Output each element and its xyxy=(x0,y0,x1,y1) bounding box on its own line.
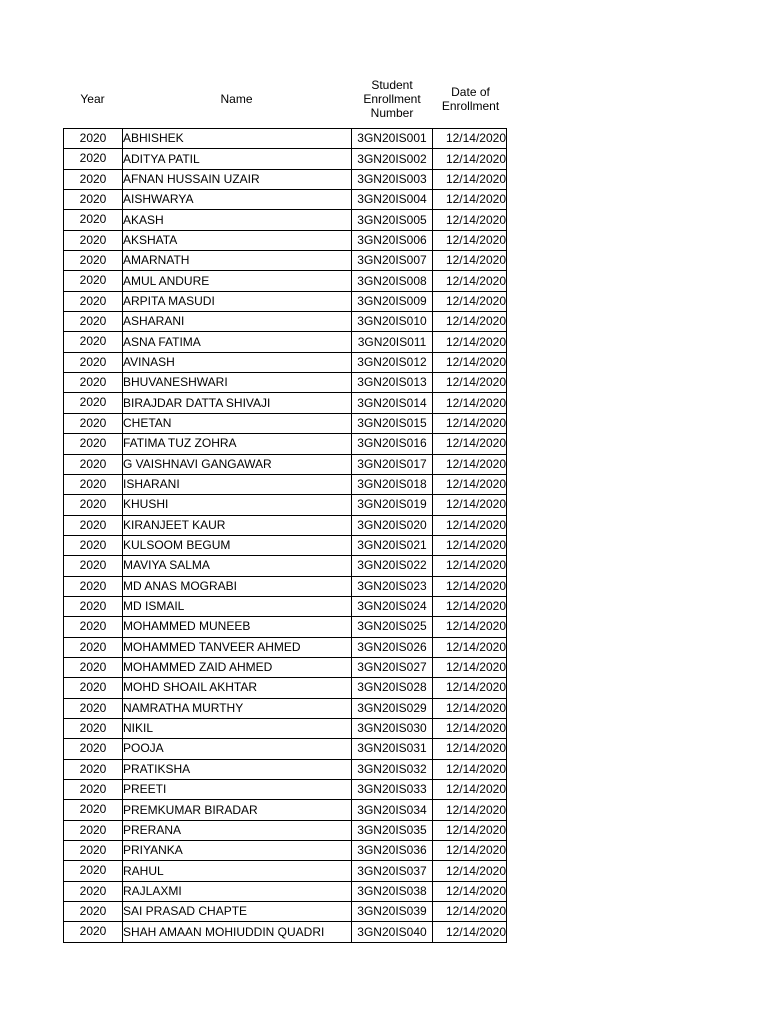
cell-year: 2020 xyxy=(64,230,123,250)
cell-date-of-enrollment: 12/14/2020 xyxy=(433,413,507,433)
cell-year: 2020 xyxy=(64,739,123,759)
cell-date-of-enrollment: 12/14/2020 xyxy=(433,800,507,820)
cell-name: MOHAMMED ZAID AHMED xyxy=(123,657,352,677)
table-row xyxy=(64,576,507,596)
cell-date-of-enrollment: 12/14/2020 xyxy=(433,230,507,250)
cell-name: ISHARANI xyxy=(123,474,352,494)
cell-enrollment-number: 3GN20IS006 xyxy=(352,230,433,250)
cell-name: MAVIYA SALMA xyxy=(123,556,352,576)
cell-name: BIRAJDAR DATTA SHIVAJI xyxy=(123,393,352,413)
cell-enrollment-number: 3GN20IS032 xyxy=(352,759,433,779)
table-row xyxy=(64,474,507,494)
cell-year: 2020 xyxy=(64,434,123,454)
cell-name: PREMKUMAR BIRADAR xyxy=(123,800,352,820)
cell-year: 2020 xyxy=(64,718,123,738)
table-row xyxy=(64,230,507,250)
cell-enrollment-number: 3GN20IS036 xyxy=(352,841,433,861)
cell-name: CHETAN xyxy=(123,413,352,433)
cell-year: 2020 xyxy=(64,678,123,698)
header-date-of-enrollment: Date of Enrollment xyxy=(441,85,500,113)
cell-name: SAI PRASAD CHAPTE xyxy=(123,902,352,922)
table-row xyxy=(64,169,507,189)
table-row xyxy=(64,780,507,800)
cell-date-of-enrollment: 12/14/2020 xyxy=(433,556,507,576)
cell-date-of-enrollment: 12/14/2020 xyxy=(433,515,507,535)
table-row xyxy=(64,902,507,922)
table-row xyxy=(64,515,507,535)
cell-date-of-enrollment: 12/14/2020 xyxy=(433,454,507,474)
cell-enrollment-number: 3GN20IS011 xyxy=(352,332,433,352)
cell-date-of-enrollment: 12/14/2020 xyxy=(433,780,507,800)
cell-name: AKSHATA xyxy=(123,230,352,250)
cell-name: AISHWARYA xyxy=(123,190,352,210)
table-row xyxy=(64,596,507,616)
cell-date-of-enrollment: 12/14/2020 xyxy=(433,169,507,189)
cell-year: 2020 xyxy=(64,393,123,413)
cell-year: 2020 xyxy=(64,800,123,820)
table-row xyxy=(64,698,507,718)
cell-name: KHUSHI xyxy=(123,495,352,515)
header-enrollment-number: Student Enrollment Number xyxy=(363,78,421,120)
cell-name: PREETI xyxy=(123,780,352,800)
cell-year: 2020 xyxy=(64,881,123,901)
cell-year: 2020 xyxy=(64,596,123,616)
table-row xyxy=(64,922,507,942)
cell-enrollment-number: 3GN20IS034 xyxy=(352,800,433,820)
cell-enrollment-number: 3GN20IS017 xyxy=(352,454,433,474)
cell-date-of-enrollment: 12/14/2020 xyxy=(433,820,507,840)
cell-year: 2020 xyxy=(64,312,123,332)
cell-enrollment-number: 3GN20IS028 xyxy=(352,678,433,698)
cell-date-of-enrollment: 12/14/2020 xyxy=(433,881,507,901)
table-row xyxy=(64,861,507,881)
cell-name: MOHAMMED MUNEEB xyxy=(123,617,352,637)
table-row xyxy=(64,454,507,474)
cell-year: 2020 xyxy=(64,454,123,474)
table-row xyxy=(64,190,507,210)
cell-enrollment-number: 3GN20IS001 xyxy=(352,129,433,149)
cell-year: 2020 xyxy=(64,698,123,718)
header-year: Year xyxy=(80,92,105,106)
table-header xyxy=(63,72,508,126)
cell-year: 2020 xyxy=(64,759,123,779)
cell-date-of-enrollment: 12/14/2020 xyxy=(433,210,507,230)
cell-enrollment-number: 3GN20IS040 xyxy=(352,922,433,942)
cell-name: ARPITA MASUDI xyxy=(123,291,352,311)
cell-year: 2020 xyxy=(64,332,123,352)
cell-year: 2020 xyxy=(64,352,123,372)
cell-name: G VAISHNAVI GANGAWAR xyxy=(123,454,352,474)
cell-date-of-enrollment: 12/14/2020 xyxy=(433,902,507,922)
cell-enrollment-number: 3GN20IS009 xyxy=(352,291,433,311)
cell-enrollment-number: 3GN20IS038 xyxy=(352,881,433,901)
table-row xyxy=(64,800,507,820)
student-table-body xyxy=(64,129,507,943)
cell-date-of-enrollment: 12/14/2020 xyxy=(433,291,507,311)
cell-enrollment-number: 3GN20IS023 xyxy=(352,576,433,596)
cell-enrollment-number: 3GN20IS004 xyxy=(352,190,433,210)
cell-name: AFNAN HUSSAIN UZAIR xyxy=(123,169,352,189)
cell-name: PRATIKSHA xyxy=(123,759,352,779)
cell-enrollment-number: 3GN20IS019 xyxy=(352,495,433,515)
table-row xyxy=(64,739,507,759)
cell-date-of-enrollment: 12/14/2020 xyxy=(433,190,507,210)
table-row xyxy=(64,393,507,413)
cell-enrollment-number: 3GN20IS022 xyxy=(352,556,433,576)
table-row xyxy=(64,373,507,393)
table-row xyxy=(64,251,507,271)
cell-name: MOHAMMED TANVEER AHMED xyxy=(123,637,352,657)
cell-date-of-enrollment: 12/14/2020 xyxy=(433,474,507,494)
table-row xyxy=(64,129,507,149)
cell-date-of-enrollment: 12/14/2020 xyxy=(433,657,507,677)
cell-enrollment-number: 3GN20IS029 xyxy=(352,698,433,718)
cell-enrollment-number: 3GN20IS008 xyxy=(352,271,433,291)
cell-enrollment-number: 3GN20IS015 xyxy=(352,413,433,433)
cell-year: 2020 xyxy=(64,129,123,149)
cell-name: SHAH AMAAN MOHIUDDIN QUADRI xyxy=(123,922,352,942)
table-row xyxy=(64,434,507,454)
cell-name: PRERANA xyxy=(123,820,352,840)
cell-name: AVINASH xyxy=(123,352,352,372)
cell-name: KULSOOM BEGUM xyxy=(123,535,352,555)
cell-date-of-enrollment: 12/14/2020 xyxy=(433,922,507,942)
cell-year: 2020 xyxy=(64,841,123,861)
cell-enrollment-number: 3GN20IS014 xyxy=(352,393,433,413)
cell-date-of-enrollment: 12/14/2020 xyxy=(433,576,507,596)
header-name: Name xyxy=(220,92,253,106)
cell-name: AMUL ANDURE xyxy=(123,271,352,291)
cell-year: 2020 xyxy=(64,210,123,230)
cell-enrollment-number: 3GN20IS020 xyxy=(352,515,433,535)
cell-year: 2020 xyxy=(64,190,123,210)
cell-year: 2020 xyxy=(64,474,123,494)
cell-date-of-enrollment: 12/14/2020 xyxy=(433,251,507,271)
cell-name: ABHISHEK xyxy=(123,129,352,149)
cell-name: MD ISMAIL xyxy=(123,596,352,616)
cell-date-of-enrollment: 12/14/2020 xyxy=(433,332,507,352)
cell-date-of-enrollment: 12/14/2020 xyxy=(433,698,507,718)
table-row xyxy=(64,291,507,311)
cell-date-of-enrollment: 12/14/2020 xyxy=(433,759,507,779)
cell-year: 2020 xyxy=(64,861,123,881)
cell-enrollment-number: 3GN20IS037 xyxy=(352,861,433,881)
cell-enrollment-number: 3GN20IS013 xyxy=(352,373,433,393)
cell-enrollment-number: 3GN20IS025 xyxy=(352,617,433,637)
cell-name: BHUVANESHWARI xyxy=(123,373,352,393)
cell-year: 2020 xyxy=(64,617,123,637)
cell-enrollment-number: 3GN20IS012 xyxy=(352,352,433,372)
cell-date-of-enrollment: 12/14/2020 xyxy=(433,596,507,616)
cell-date-of-enrollment: 12/14/2020 xyxy=(433,434,507,454)
cell-year: 2020 xyxy=(64,169,123,189)
cell-date-of-enrollment: 12/14/2020 xyxy=(433,617,507,637)
cell-name: MOHD SHOAIL AKHTAR xyxy=(123,678,352,698)
cell-name: MD ANAS MOGRABI xyxy=(123,576,352,596)
cell-name: ADITYA PATIL xyxy=(123,149,352,169)
cell-name: RAHUL xyxy=(123,861,352,881)
table-row xyxy=(64,312,507,332)
table-row xyxy=(64,657,507,677)
cell-name: RAJLAXMI xyxy=(123,881,352,901)
cell-date-of-enrollment: 12/14/2020 xyxy=(433,129,507,149)
cell-enrollment-number: 3GN20IS018 xyxy=(352,474,433,494)
table-row xyxy=(64,759,507,779)
cell-date-of-enrollment: 12/14/2020 xyxy=(433,718,507,738)
cell-name: ASNA FATIMA xyxy=(123,332,352,352)
cell-year: 2020 xyxy=(64,637,123,657)
cell-year: 2020 xyxy=(64,576,123,596)
cell-year: 2020 xyxy=(64,535,123,555)
table-row xyxy=(64,881,507,901)
cell-enrollment-number: 3GN20IS039 xyxy=(352,902,433,922)
table-row xyxy=(64,617,507,637)
cell-enrollment-number: 3GN20IS027 xyxy=(352,657,433,677)
table-row xyxy=(64,535,507,555)
table-row xyxy=(64,149,507,169)
cell-date-of-enrollment: 12/14/2020 xyxy=(433,678,507,698)
cell-year: 2020 xyxy=(64,291,123,311)
table-row xyxy=(64,210,507,230)
cell-date-of-enrollment: 12/14/2020 xyxy=(433,739,507,759)
cell-enrollment-number: 3GN20IS002 xyxy=(352,149,433,169)
cell-name: KIRANJEET KAUR xyxy=(123,515,352,535)
cell-name: AMARNATH xyxy=(123,251,352,271)
cell-year: 2020 xyxy=(64,495,123,515)
cell-date-of-enrollment: 12/14/2020 xyxy=(433,393,507,413)
cell-enrollment-number: 3GN20IS035 xyxy=(352,820,433,840)
cell-name: POOJA xyxy=(123,739,352,759)
table-row xyxy=(64,495,507,515)
cell-name: FATIMA TUZ ZOHRA xyxy=(123,434,352,454)
cell-enrollment-number: 3GN20IS024 xyxy=(352,596,433,616)
cell-year: 2020 xyxy=(64,556,123,576)
cell-enrollment-number: 3GN20IS030 xyxy=(352,718,433,738)
cell-year: 2020 xyxy=(64,271,123,291)
table-row xyxy=(64,841,507,861)
cell-enrollment-number: 3GN20IS003 xyxy=(352,169,433,189)
cell-date-of-enrollment: 12/14/2020 xyxy=(433,271,507,291)
cell-date-of-enrollment: 12/14/2020 xyxy=(433,637,507,657)
cell-year: 2020 xyxy=(64,902,123,922)
cell-year: 2020 xyxy=(64,373,123,393)
cell-enrollment-number: 3GN20IS007 xyxy=(352,251,433,271)
cell-date-of-enrollment: 12/14/2020 xyxy=(433,352,507,372)
cell-date-of-enrollment: 12/14/2020 xyxy=(433,495,507,515)
cell-year: 2020 xyxy=(64,820,123,840)
cell-date-of-enrollment: 12/14/2020 xyxy=(433,312,507,332)
cell-year: 2020 xyxy=(64,149,123,169)
cell-enrollment-number: 3GN20IS016 xyxy=(352,434,433,454)
cell-enrollment-number: 3GN20IS033 xyxy=(352,780,433,800)
cell-name: NAMRATHA MURTHY xyxy=(123,698,352,718)
table-row xyxy=(64,678,507,698)
cell-enrollment-number: 3GN20IS026 xyxy=(352,637,433,657)
table-row xyxy=(64,556,507,576)
cell-year: 2020 xyxy=(64,922,123,942)
cell-name: AKASH xyxy=(123,210,352,230)
table-row xyxy=(64,332,507,352)
cell-date-of-enrollment: 12/14/2020 xyxy=(433,861,507,881)
cell-name: PRIYANKA xyxy=(123,841,352,861)
cell-year: 2020 xyxy=(64,515,123,535)
cell-date-of-enrollment: 12/14/2020 xyxy=(433,373,507,393)
cell-date-of-enrollment: 12/14/2020 xyxy=(433,535,507,555)
cell-name: NIKIL xyxy=(123,718,352,738)
cell-year: 2020 xyxy=(64,657,123,677)
table-row xyxy=(64,352,507,372)
cell-year: 2020 xyxy=(64,413,123,433)
cell-enrollment-number: 3GN20IS031 xyxy=(352,739,433,759)
table-row xyxy=(64,820,507,840)
cell-name: ASHARANI xyxy=(123,312,352,332)
cell-year: 2020 xyxy=(64,780,123,800)
cell-enrollment-number: 3GN20IS005 xyxy=(352,210,433,230)
table-row xyxy=(64,718,507,738)
cell-year: 2020 xyxy=(64,251,123,271)
table-row xyxy=(64,637,507,657)
table-row xyxy=(64,413,507,433)
cell-date-of-enrollment: 12/14/2020 xyxy=(433,841,507,861)
cell-date-of-enrollment: 12/14/2020 xyxy=(433,149,507,169)
cell-enrollment-number: 3GN20IS010 xyxy=(352,312,433,332)
cell-enrollment-number: 3GN20IS021 xyxy=(352,535,433,555)
student-table xyxy=(63,128,507,943)
table-row xyxy=(64,271,507,291)
